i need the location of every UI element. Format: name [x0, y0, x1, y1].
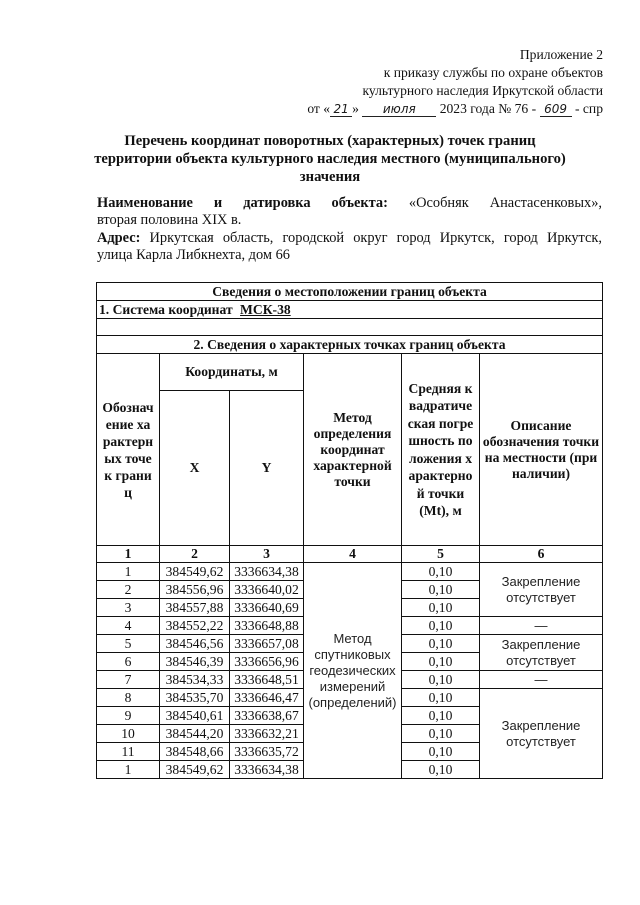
coord-y: 3336634,38: [230, 761, 304, 779]
col-number-2: 2: [160, 546, 230, 563]
point-id: 2: [97, 581, 160, 599]
date-prefix: от «: [307, 101, 331, 116]
coord-y: 3336640,02: [230, 581, 304, 599]
section-title: Сведения о местоположении границ объекта: [97, 283, 603, 301]
coord-y: 3336648,51: [230, 671, 304, 689]
coord-x: 384549,62: [160, 761, 230, 779]
col-header-coordinates: Координаты, м: [160, 354, 304, 391]
coord-x: 384557,88: [160, 599, 230, 617]
coord-y: 3336640,69: [230, 599, 304, 617]
coord-y: 3336632,21: [230, 725, 304, 743]
error-mt: 0,10: [402, 725, 480, 743]
year-and-order-number: 2023 года № 76 -: [439, 101, 537, 116]
date-quote: »: [352, 101, 359, 116]
description-dash-2: —: [480, 671, 603, 689]
points-section-title: 2. Сведения о характерных точках границ объекта: [97, 336, 603, 354]
order-date-number: [307, 100, 603, 118]
coord-x: 384548,66: [160, 743, 230, 761]
point-id: 3: [97, 599, 160, 617]
col-header-y: Y: [230, 391, 304, 546]
error-mt: 0,10: [402, 635, 480, 653]
col-number-6: 6: [480, 546, 603, 563]
object-name-line: [97, 195, 602, 212]
point-id: 4: [97, 617, 160, 635]
error-mt: 0,10: [402, 743, 480, 761]
coord-x: 384556,96: [160, 581, 230, 599]
coord-x: 384549,62: [160, 563, 230, 581]
order-reference-line: к приказу службы по охране объектов: [383, 65, 603, 80]
method-cell: Метод спутниковых геодезических измерений (определений): [304, 563, 402, 779]
address-line: [97, 230, 602, 247]
coord-y: 3336657,08: [230, 635, 304, 653]
object-name-label: Наименование и датировка объекта:: [97, 195, 388, 211]
address-continuation: улица Карла Либкнехта, дом 66: [97, 247, 290, 263]
coord-y: 3336638,67: [230, 707, 304, 725]
coord-x: 384540,61: [160, 707, 230, 725]
point-id: 8: [97, 689, 160, 707]
point-id: 10: [97, 725, 160, 743]
description-dash-1: —: [480, 617, 603, 635]
document-title-line-3: значения: [299, 169, 361, 185]
coord-x: 384535,70: [160, 689, 230, 707]
coord-y: 3336635,72: [230, 743, 304, 761]
col-number-1: 1: [97, 546, 160, 563]
error-mt: 0,10: [402, 599, 480, 617]
document-title-line-1: Перечень координат поворотных (характерных) точек границ: [124, 133, 536, 149]
boundary-coordinates-table: [96, 282, 603, 779]
error-mt: 0,10: [402, 761, 480, 779]
point-id: 11: [97, 743, 160, 761]
coord-x: 384544,20: [160, 725, 230, 743]
object-dating: вторая половина XIX в.: [97, 212, 242, 228]
document-title-line-2: территории объекта культурного наследия местного (муниципального): [94, 151, 566, 167]
address-label: Адрес:: [97, 230, 141, 246]
point-id: 7: [97, 671, 160, 689]
col-header-description: Описание обозначения точки на местности (при наличии): [480, 354, 603, 546]
error-mt: 0,10: [402, 563, 480, 581]
coord-x: 384546,39: [160, 653, 230, 671]
order-suffix: - спр: [574, 101, 603, 116]
error-mt: 0,10: [402, 689, 480, 707]
error-mt: 0,10: [402, 707, 480, 725]
point-id: 5: [97, 635, 160, 653]
table-row: [97, 563, 603, 581]
point-id: 9: [97, 707, 160, 725]
description-group-1: Закрепление отсутствует: [480, 563, 603, 617]
col-header-method: Метод определения координат характерной точки: [304, 354, 402, 546]
col-header-error: Средняя квадратическая погрешность положения характерной точки (Mt), м: [402, 354, 480, 546]
handwritten-month: июля: [362, 103, 436, 117]
coord-y: 3336646,47: [230, 689, 304, 707]
error-mt: 0,10: [402, 653, 480, 671]
point-id: 1: [97, 563, 160, 581]
coord-y: 3336634,38: [230, 563, 304, 581]
col-number-4: 4: [304, 546, 402, 563]
empty-spacer-row: [97, 319, 603, 336]
handwritten-order-number: 609: [540, 103, 572, 117]
handwritten-day: 21: [330, 103, 352, 117]
error-mt: 0,10: [402, 617, 480, 635]
point-id: 1: [97, 761, 160, 779]
object-name-value: «Особняк Анастасенковых»,: [408, 195, 602, 211]
col-header-x: X: [160, 391, 230, 546]
point-id: 6: [97, 653, 160, 671]
col-header-designation: Обозначение характерных точек границ: [97, 354, 160, 546]
coord-y: 3336656,96: [230, 653, 304, 671]
error-mt: 0,10: [402, 671, 480, 689]
description-group-3: Закрепление отсутствует: [480, 689, 603, 779]
error-mt: 0,10: [402, 581, 480, 599]
coord-x: 384534,33: [160, 671, 230, 689]
appendix-label: Приложение 2: [519, 47, 603, 62]
coord-x: 384546,56: [160, 635, 230, 653]
col-number-3: 3: [230, 546, 304, 563]
coord-y: 3336648,88: [230, 617, 304, 635]
description-group-2: Закрепление отсутствует: [480, 635, 603, 671]
coord-x: 384552,22: [160, 617, 230, 635]
order-authority-line: культурного наследия Иркутской области: [362, 83, 603, 98]
coordinate-system-value: МСК-38: [240, 301, 291, 317]
coordinate-system-row: [97, 301, 603, 319]
coordinate-system-label: 1. Система координат: [99, 301, 233, 317]
address-value: Иркутская область, городской округ город Иркутск, город Иркутск,: [149, 230, 602, 246]
col-number-5: 5: [402, 546, 480, 563]
